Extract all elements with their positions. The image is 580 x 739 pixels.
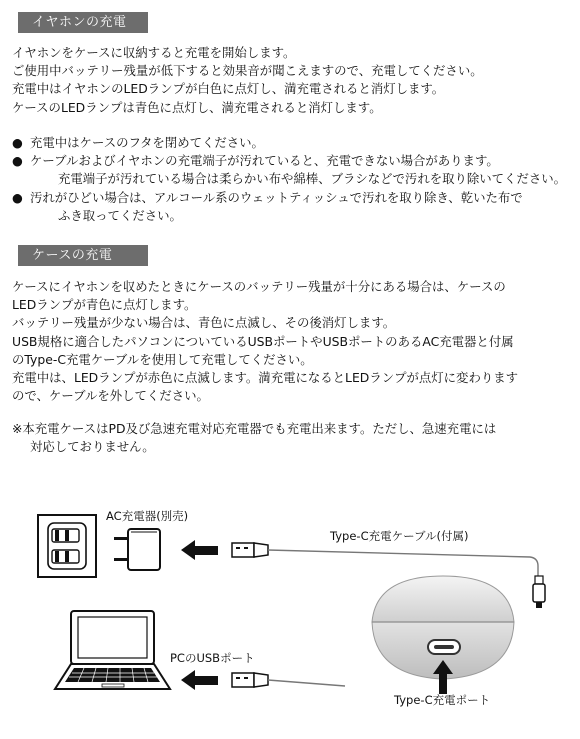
caution-list bbox=[12, 134, 572, 225]
charging-diagram bbox=[0, 480, 580, 739]
section-heading-case-charging: ケースの充電 bbox=[18, 245, 148, 266]
text-line: USB規格に適合したパソコンについているUSBポートやUSBポートのあるAC充電器と付属 bbox=[12, 333, 514, 349]
arrow-left-icon bbox=[181, 670, 218, 690]
usb-plug-icon bbox=[232, 543, 268, 557]
bullet-icon: ● bbox=[12, 135, 23, 150]
earphone-charging-text bbox=[12, 44, 572, 117]
pc-usb-port-label: PCのUSBポート bbox=[170, 651, 255, 665]
bullet-continuation: ふき取ってください。 bbox=[58, 207, 182, 223]
bullet-icon: ● bbox=[12, 153, 23, 169]
text-line: ケースのLEDランプは青色に点灯し、満充電されると消灯します。 bbox=[12, 99, 382, 115]
list-item bbox=[12, 152, 572, 170]
case-charging-text bbox=[12, 278, 572, 405]
bullet-text: 汚れがひどい場合は、アルコール系のウェットティッシュで汚れを取り除き、乾いた布で bbox=[30, 189, 523, 205]
text-line: ケースにイヤホンを収めたときにケースのバッテリー残量が十分にある場合は、ケースの bbox=[12, 279, 506, 294]
section-heading-earphone-charging: イヤホンの充電 bbox=[18, 12, 148, 33]
cable-line bbox=[268, 550, 538, 576]
type-c-port-label: Type-C充電ポート bbox=[394, 693, 491, 707]
text-line: イヤホンをケースに収納すると充電を開始します。 bbox=[12, 45, 296, 60]
text-line: バッテリー残量が少ない場合は、青色に点滅し、その後消灯します。 bbox=[12, 315, 396, 331]
bullet-text: ケーブルおよびイヤホンの充電端子が汚れていると、充電できない場合があります。 bbox=[30, 153, 499, 169]
arrow-left-icon bbox=[181, 540, 218, 560]
type-c-plug-icon bbox=[533, 576, 545, 608]
note-line: 対応しておりません。 bbox=[30, 439, 155, 455]
text-line: ご使用中バッテリー残量が低下すると効果音が聞こえますので、充電してください。 bbox=[12, 63, 483, 79]
wall-outlet-icon bbox=[38, 515, 96, 577]
usb-plug-icon bbox=[232, 673, 268, 687]
list-item bbox=[12, 189, 572, 207]
cable-line bbox=[268, 680, 345, 686]
text-line: LEDランプが青色に点灯します。 bbox=[12, 297, 197, 313]
ac-charger-label: AC充電器(別売) bbox=[106, 509, 189, 523]
quick-charge-note bbox=[12, 420, 572, 456]
laptop-icon bbox=[55, 611, 170, 689]
list-item bbox=[12, 134, 572, 152]
cable-label: Type-C充電ケーブル(付属) bbox=[330, 529, 469, 543]
text-line: 充電中はイヤホンのLEDランプが白色に点灯し、満充電されると消灯します。 bbox=[12, 81, 445, 97]
bullet-continuation: 充電端子が汚れている場合は柔らかい布や綿棒、ブラシなどで汚れを取り除いてください。 bbox=[58, 171, 567, 187]
bullet-text: 充電中はケースのフタを閉めてください。 bbox=[30, 135, 264, 150]
bullet-icon: ● bbox=[12, 189, 23, 205]
text-line: ので、ケーブルを外してください。 bbox=[12, 388, 209, 404]
text-line: 充電中は、LEDランプが赤色に点滅します。満充電になるとLEDランプが点灯に変わります bbox=[12, 370, 519, 386]
ac-charger-icon bbox=[114, 529, 160, 570]
text-line: のType-C充電ケーブルを使用して充電してください。 bbox=[12, 351, 313, 367]
note-line: ※本充電ケースはPD及び急速充電対応充電器でも充電出来ます。ただし、急速充電には bbox=[12, 421, 497, 436]
